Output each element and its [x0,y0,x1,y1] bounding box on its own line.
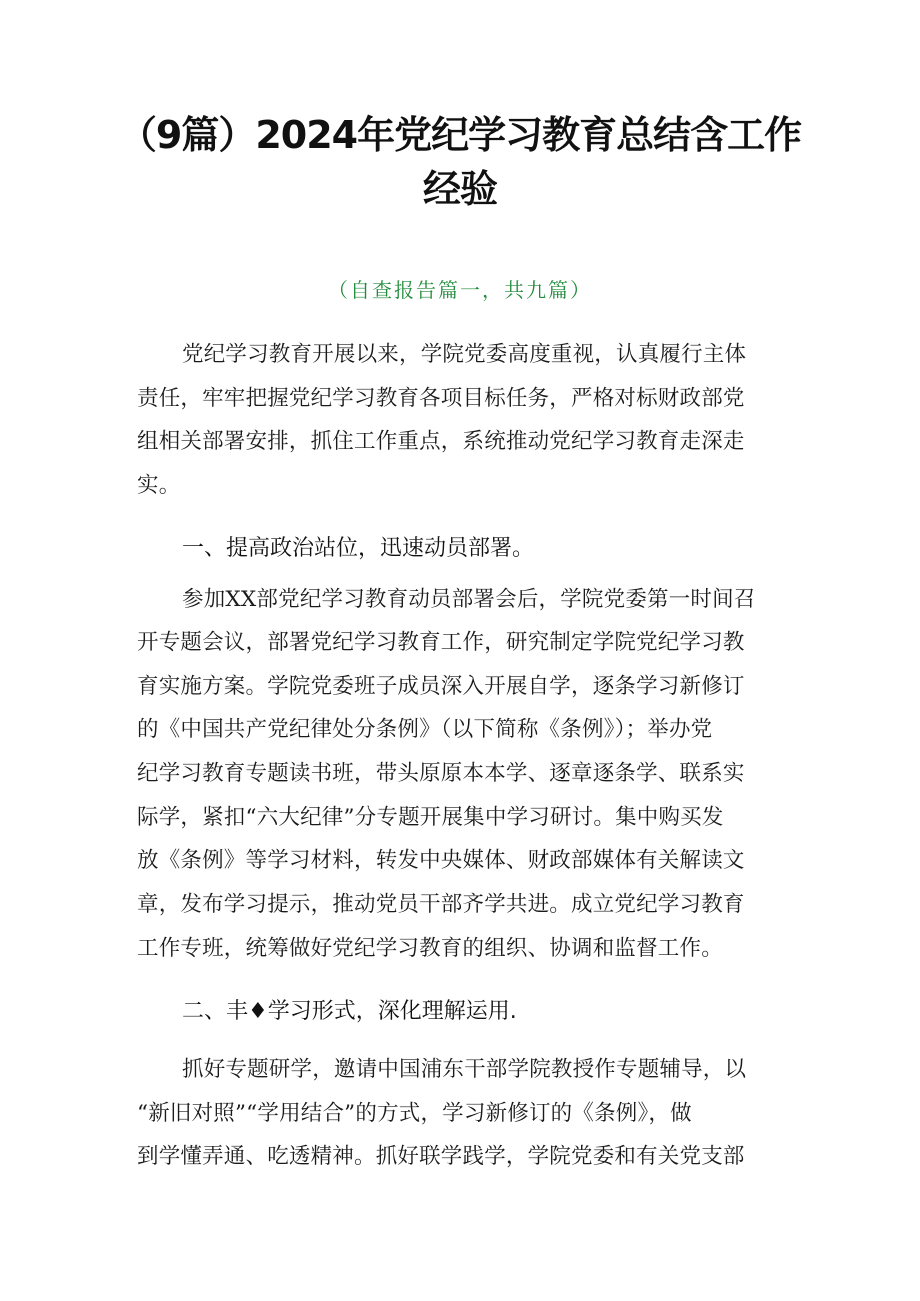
section-2-paragraph-line: 到学懂弄通、吃透精神。抓好联学践学，学院党委和有关党支部 [137,1144,745,1169]
section-1-paragraph-line: 际学，紧扣“六大纪律”分专题开展集中学习研讨。集中购买发 [137,805,724,830]
section-1-paragraph-line: 的《中国共产党纪律处分条例》（以下简称《条例》）；举办党 [137,717,713,742]
section-1-paragraph-line: 章，发布学习提示，推动党员干部齐学共进。成立党纪学习教育 [137,892,745,917]
section-1-paragraph-line: 工作专班，统筹做好党纪学习教育的组织、协调和监督工作。 [137,936,723,961]
section-1-paragraph-line: 放《条例》等学习材料，转发中央媒体、财政部媒体有关解读文 [137,848,745,873]
section-2-heading: 二、丰♦学习形式，深化理解运用. [182,999,517,1024]
section-2-paragraph-line: 抓好专题研学，邀请中国浦东干部学院教授作专题辅导，以 [182,1057,747,1082]
intro-paragraph-line: 责任，牢牢把握党纪学习教育各项目标任务，严格对标财政部党 [137,386,745,411]
section-1-paragraph-line: 育实施方案。学院党委班子成员深入开展自学，逐条学习新修订 [137,674,745,699]
section-1-paragraph-line: 纪学习教育专题读书班，带头原原本本学、逐章逐条学、联系实 [137,761,745,786]
intro-paragraph-line: 党纪学习教育开展以来，学院党委高度重视，认真履行主体 [182,342,747,367]
section-1-paragraph-line: 开专题会议，部署党纪学习教育工作，研究制定学院党纪学习教 [137,630,745,655]
intro-paragraph-line: 组相关部署安排，抓住工作重点，系统推动党纪学习教育走深走 [137,429,745,454]
section-1-paragraph-line: 参加XX部党纪学习教育动员部署会后，学院党委第一时间召 [182,587,756,612]
document-title-line-1: （9篇）2024年党纪学习教育总结含工作 [118,113,802,157]
section-1-heading: 一、提高政治站位，迅速动员部署。 [182,536,535,561]
document-subtitle: （自查报告篇一，共九篇） [328,278,592,302]
section-2-paragraph-line: “新旧对照”“学用结合”的方式，学习新修订的《条例》，做 [137,1101,692,1126]
intro-paragraph-line: 实。 [137,473,181,498]
document-title-line-2: 经验 [422,167,497,211]
